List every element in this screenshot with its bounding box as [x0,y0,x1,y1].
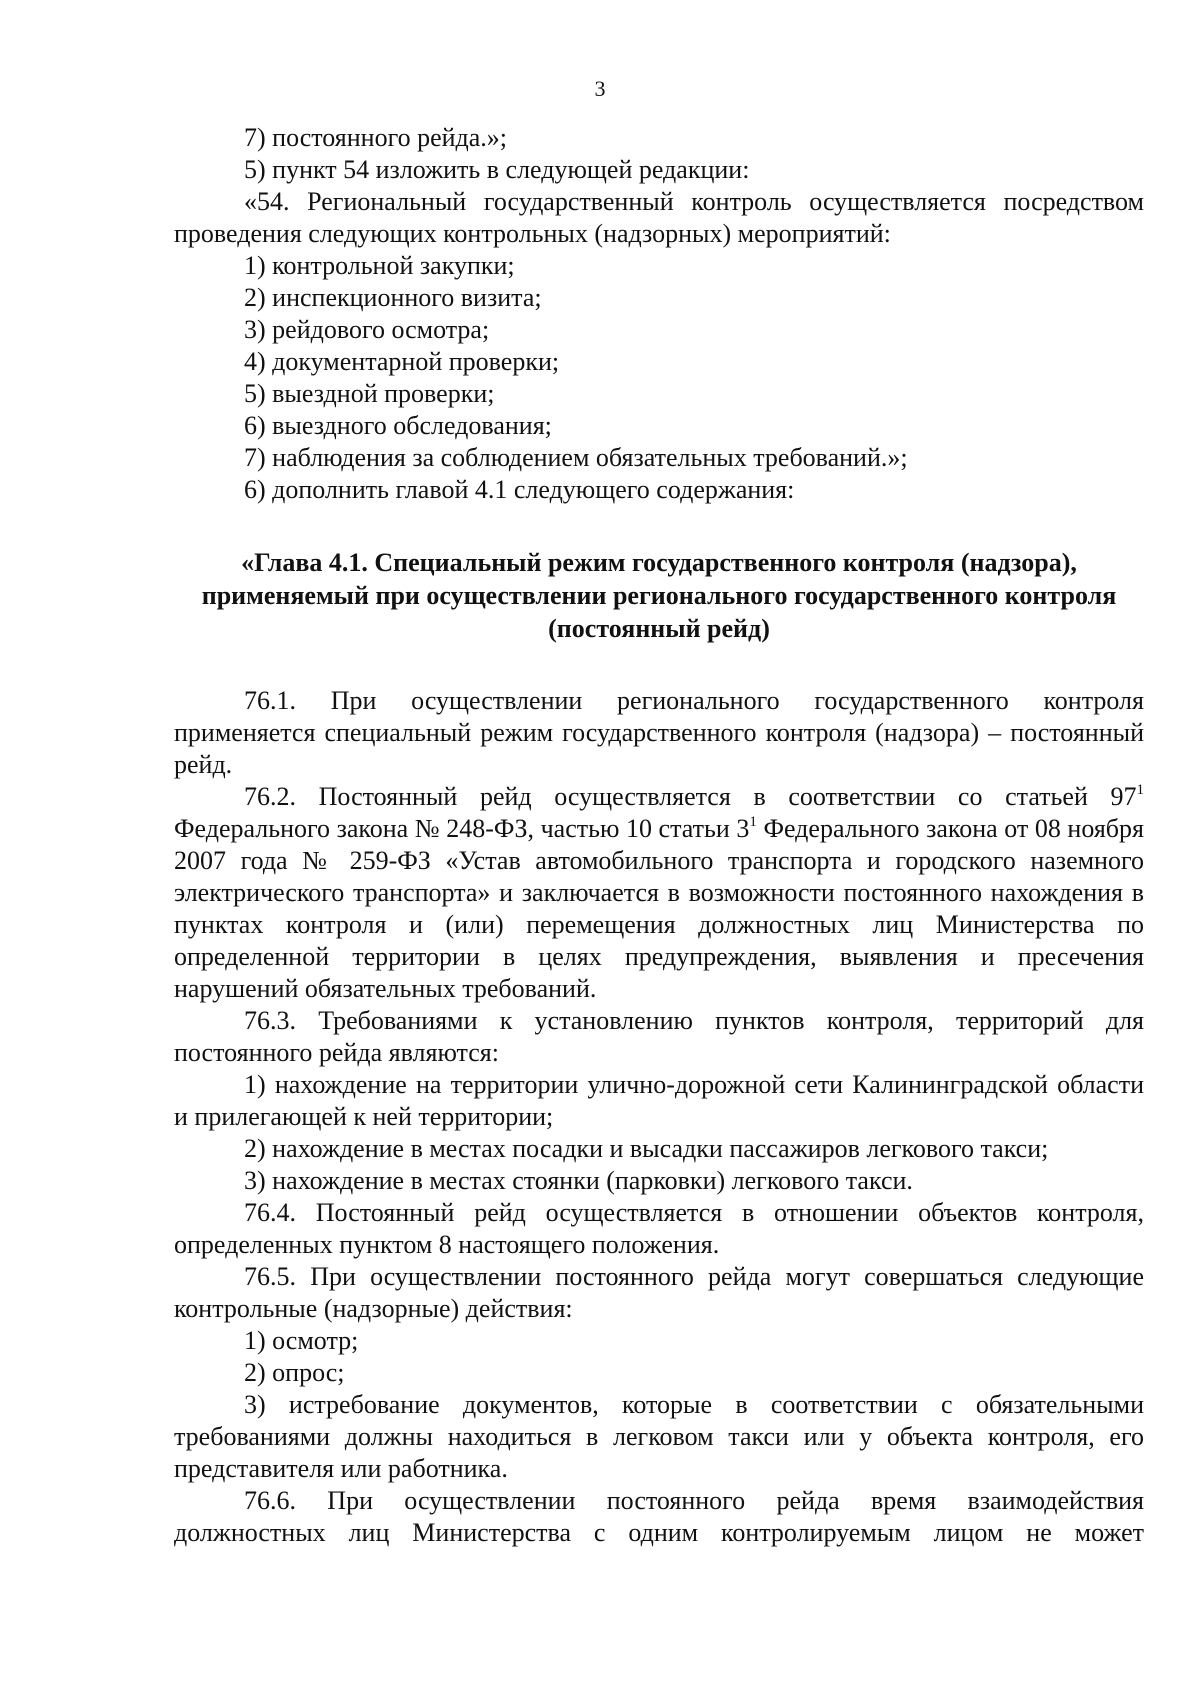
list-item: 2) нахождение в местах посадки и высадки пассажиров легкового такси; [244,1134,1049,1163]
page-number: 3 [594,76,606,101]
superscript: 1 [1136,782,1144,798]
paragraph-76-3: 76.3. Требованиями к установлению пунктов контроля, территорий для постоянного рейда являются: [174,1006,1144,1067]
list-item: 6) выездного обследования; [244,411,552,440]
paragraph-76-2 [174,781,1144,1005]
amendment-item-6: 6) дополнить главой 4.1 следующего содержания: [244,475,795,504]
list-item: 3) рейдового осмотра; [244,315,490,344]
list-item: 7) постоянного рейда.»; [244,123,508,152]
paragraph-76-5: 76.5. При осуществлении постоянного рейда могут совершаться следующие контрольные (надзорные) действия: [174,1262,1144,1323]
chapter-heading: «Глава 4.1. Специальный режим государственного контроля (надзора), применяемый при осуществлении регионального государственного контроля (постоянный рейд) [201,548,1117,643]
list-item: 1) осмотр; [244,1326,359,1355]
list-item: 3) истребование документов, которые в соответствии с обязательными требованиями должны находиться в легковом такси или у объекта контроля, его представителя или работника. [174,1390,1144,1483]
paragraph-76-2-part-a: 76.2. Постоянный рейд осуществляется в соответствии со статьей 97 [244,782,1137,811]
paragraph-54: «54. Региональный государственный контроль осуществляется посредством проведения следующих контрольных (надзорных) мероприятий: [174,187,1144,248]
list-item: 1) контрольной закупки; [244,251,515,280]
paragraph-76-4: 76.4. Постоянный рейд осуществляется в отношении объектов контроля, определенных пунктом 8 настоящего положения. [174,1198,1144,1259]
list-item: 7) наблюдения за соблюдением обязательных требований.»; [244,443,908,472]
list-item: 1) нахождение на территории улично-дорожной сети Калининградской области и прилегающей к ней территории; [174,1070,1144,1131]
paragraph-76-2-part-c: Федерального закона от 08 ноября 2007 года № 259-ФЗ «Устав автомобильного транспорта и городского наземного электрического транспорта» и заключается в возможности постоянного нахождения в пунктах контроля и (или) перемещения должностных лиц Министерства по определенной территории в целях предупреждения, выявления и пресечения нарушений обязательных требований. [174,814,1144,1003]
list-item: 2) инспекционного визита; [244,283,542,312]
paragraph-76-2-part-b: Федерального закона № 248-ФЗ, частью 10 статьи 3 [174,814,750,843]
superscript: 1 [749,814,757,830]
list-item: 2) опрос; [244,1358,345,1387]
paragraph-76-6: 76.6. При осуществлении постоянного рейда время взаимодействия должностных лиц Министерства с одним контролируемым лицом не может [174,1486,1144,1547]
list-item: 3) нахождение в местах стоянки (парковки) легкового такси. [244,1166,913,1195]
list-item: 5) выездной проверки; [244,379,495,408]
paragraph-76-1: 76.1. При осуществлении регионального государственного контроля применяется специальный режим государственного контроля (надзора) – постоянный рейд. [174,686,1144,779]
list-item: 4) документарной проверки; [244,347,560,376]
amendment-item-5: 5) пункт 54 изложить в следующей редакции: [244,155,750,184]
document-body [174,122,1144,1549]
